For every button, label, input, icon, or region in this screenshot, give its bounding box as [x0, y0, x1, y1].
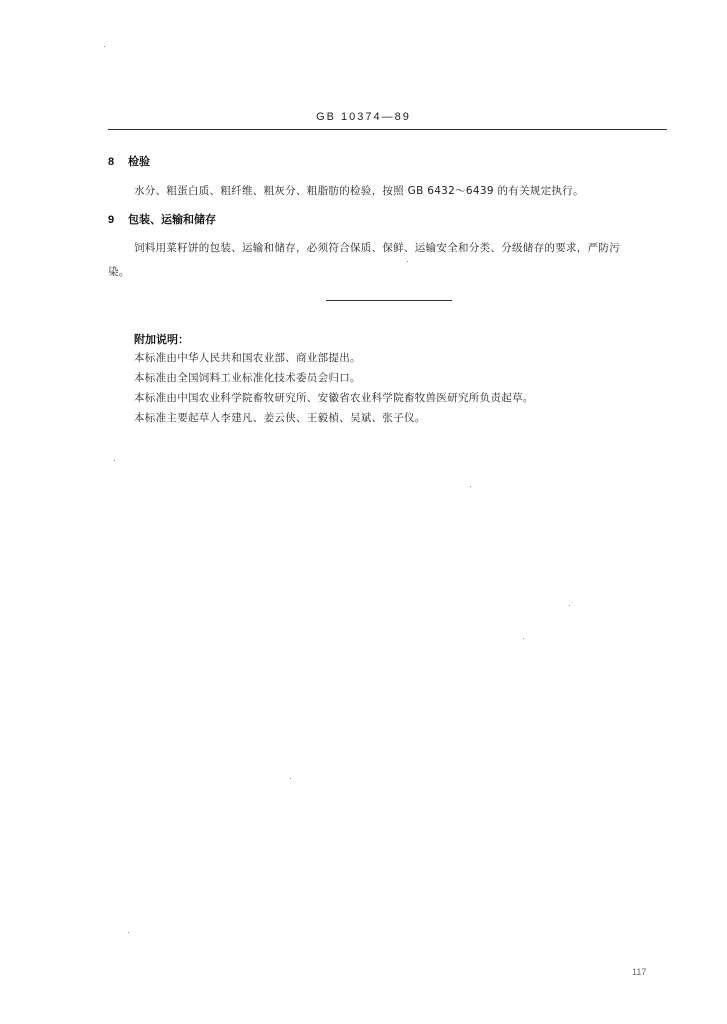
- section-8-line-1: 水分、粗蛋白质、粗纤维、粗灰分、粗脂肪的检验，按照 GB 6432～6439 的有关规定执行。: [134, 185, 584, 197]
- scan-speck: [523, 638, 524, 639]
- section-heading-9: [108, 211, 216, 227]
- section-number: 8: [108, 156, 115, 168]
- note-line-3: 本标准由中国农业科学院畜牧研究所、安徽省农业科学院畜牧兽医研究所负责起草。: [134, 392, 534, 404]
- scan-speck: [114, 460, 115, 461]
- scan-speck: [470, 486, 471, 487]
- section-heading-8: [108, 153, 150, 169]
- section-9-line-2: 染。: [108, 266, 130, 278]
- note-line-2: 本标准由全国饲料工业标准化技术委员会归口。: [134, 372, 361, 384]
- notes-title: 附加说明：: [134, 333, 189, 346]
- section-title: 检验: [128, 155, 150, 168]
- header-rule: [108, 129, 667, 130]
- note-line-1: 本标准由中华人民共和国农业部、商业部提出。: [134, 352, 361, 364]
- end-rule: [326, 300, 452, 301]
- scan-speck: [104, 46, 105, 47]
- scan-speck: [569, 605, 570, 606]
- scan-speck: [407, 261, 408, 262]
- section-number: 9: [108, 214, 115, 226]
- scan-speck: [128, 932, 129, 933]
- note-line-4: 本标准主要起草人李建凡、姜云侠、王毅楨、吴斌、张子仪。: [134, 412, 426, 424]
- scan-speck: [290, 778, 291, 779]
- page-number: 117: [632, 967, 647, 977]
- section-9-line-1: 饲料用菜籽饼的包装、运输和储存，必须符合保质、保鲜、运输安全和分类、分级储存的要求，严防污: [134, 242, 620, 254]
- section-title: 包装、运输和储存: [128, 213, 216, 226]
- standard-code: GB 10374—89: [316, 111, 411, 123]
